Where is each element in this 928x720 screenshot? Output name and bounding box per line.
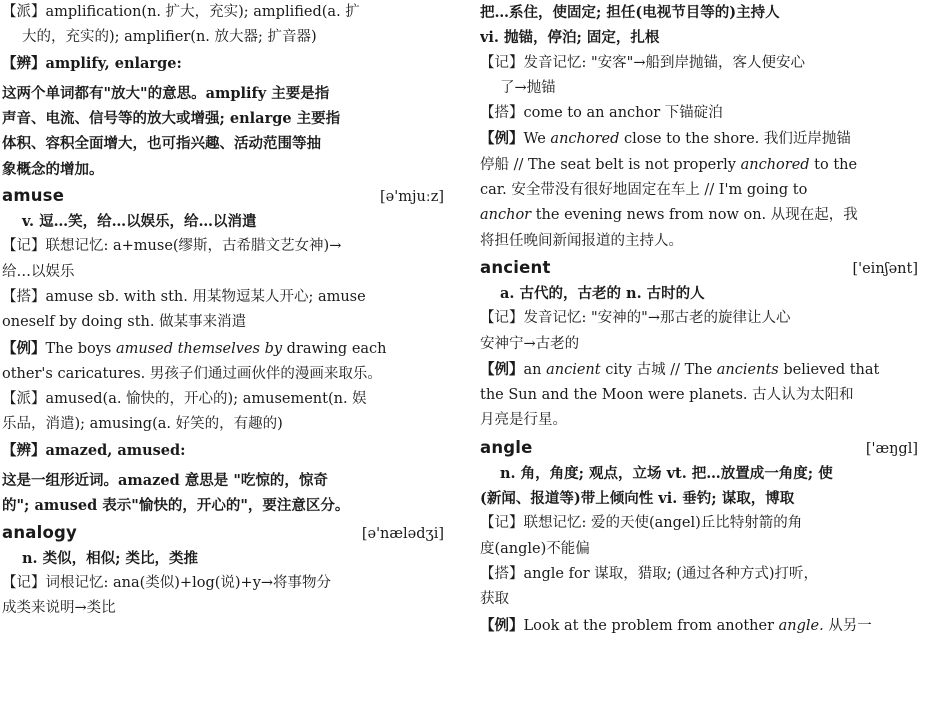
memory-tip-line: 【记】联想记忆: 爱的天使(angel)丘比特射箭的角 bbox=[480, 515, 803, 532]
example-line: anchor the evening news from now on. 从现在起，我 bbox=[480, 207, 858, 224]
entry-header-analogy bbox=[2, 519, 450, 546]
collocation-line: 【搭】come to an anchor 下锚碇泊 bbox=[480, 105, 723, 122]
amplify-derivatives-line-1: 【派】amplification(n. 扩大，充实); amplified(a. 扩 bbox=[2, 4, 360, 20]
phonetic: [ə'nælədʒi] bbox=[361, 525, 444, 542]
headword: analogy bbox=[2, 522, 77, 542]
distinction-note-line: 声音、电流、信号等的放大或增强; enlarge 主要指 bbox=[2, 110, 341, 128]
example-line: car. 安全带没有很好地固定在车上 // I'm going to bbox=[480, 182, 808, 199]
derivatives-line: 乐品，消遣); amusing(a. 好笑的，有趣的) bbox=[2, 416, 283, 433]
phonetic: ['æŋgl] bbox=[865, 440, 918, 457]
definition: a. 古代的，古老的 n. 古时的人 bbox=[500, 284, 705, 302]
example-tag: 【例】 bbox=[480, 360, 524, 378]
definition: v. 逗…笑，给…以娱乐，给…以消遣 bbox=[22, 213, 257, 231]
memory-tip-line: 【记】词根记忆: ana(类似)+log(说)+y→将事物分 bbox=[2, 574, 332, 591]
collocation-line: 【搭】amuse sb. with sth. 用某物逗某人开心; amuse bbox=[2, 288, 366, 305]
collocation-line: 获取 bbox=[480, 591, 509, 608]
headword: amuse bbox=[2, 186, 65, 206]
phonetic: [ə'mjuːz] bbox=[380, 189, 444, 206]
memory-tip-line: 【记】联想记忆: a+muse(缪斯，古希腊文艺女神)→ bbox=[2, 238, 342, 255]
entry-header-amuse bbox=[2, 182, 450, 209]
phonetic: ['einʃənt] bbox=[852, 260, 918, 277]
entry-header-ancient bbox=[480, 254, 924, 281]
distinction-note-line: 象概念的增加。 bbox=[2, 160, 104, 178]
definition-continued: vi. 抛锚，停泊; 固定，扎根 bbox=[480, 29, 660, 47]
derivatives-line: 【派】amused(a. 愉快的，开心的); amusement(n. 娱 bbox=[2, 391, 367, 408]
example-line: 月亮是行星。 bbox=[480, 412, 567, 429]
memory-tip-line: 成类来说明→类比 bbox=[2, 600, 116, 617]
example-line: 【例】We anchored close to the shore. 我们近岸抛锚 bbox=[480, 130, 851, 148]
distinction-note-line: 这两个单词都有"放大"的意思。amplify 主要是指 bbox=[2, 84, 330, 102]
entry-header-angle bbox=[480, 434, 924, 461]
distinction-tag: 【辨】 bbox=[2, 54, 46, 72]
example-tag: 【例】 bbox=[480, 130, 524, 148]
distinction-note-line: 的"; amused 表示"愉快的，开心的"，要注意区分。 bbox=[2, 497, 350, 515]
distinction-tag: 【辨】 bbox=[2, 441, 46, 459]
distinction-note-line: 这是一组形近词。amazed 意思是 "吃惊的，惊奇 bbox=[2, 472, 328, 490]
memory-tip-line: 了→抛锚 bbox=[500, 79, 556, 96]
definition: n. 角，角度; 观点，立场 vt. 把…放置成一角度; 使 bbox=[500, 464, 833, 482]
example-line: the Sun and the Moon were planets. 古人认为太阳和 bbox=[480, 387, 854, 404]
example-line: 将担任晚间新闻报道的主持人。 bbox=[480, 232, 683, 249]
distinction-note-line: 体积、容积全面增大，也可指兴趣、活动范围等抽 bbox=[2, 135, 321, 153]
example-line: 【例】an ancient city 古城 // The ancients believed that bbox=[480, 360, 880, 378]
left-column bbox=[2, 0, 450, 622]
definition: (新闻、报道等)带上倾向性 vi. 垂钓; 谋取，博取 bbox=[480, 490, 795, 508]
memory-tip-line: 度(angle)不能偏 bbox=[480, 540, 590, 557]
memory-tip-line: 安神宁→古老的 bbox=[480, 335, 580, 352]
distinction-words: amplify, enlarge: bbox=[45, 54, 182, 72]
example-tag: 【例】 bbox=[480, 616, 524, 634]
headword: ancient bbox=[480, 257, 551, 277]
amplify-derivatives-line-2: 大的，充实的); amplifier(n. 放大器; 扩音器) bbox=[22, 29, 317, 46]
headword: angle bbox=[480, 437, 533, 457]
amplify-distinction-heading bbox=[2, 51, 450, 77]
example-tag: 【例】 bbox=[2, 339, 46, 357]
distinction-words: amazed, amused: bbox=[45, 441, 186, 459]
memory-tip-line: 【记】发音记忆: "安客"→船到岸抛锚，客人便安心 bbox=[480, 54, 805, 71]
definition: n. 类似，相似; 类比，类推 bbox=[22, 549, 199, 567]
memory-tip-line: 【记】发音记忆: "安神的"→那古老的旋律让人心 bbox=[480, 310, 791, 327]
example-line: 【例】The boys amused themselves by drawing each bbox=[2, 339, 387, 357]
collocation-line: 【搭】angle for 谋取，猎取; (通过各种方式)打听， bbox=[480, 565, 819, 582]
example-line: 【例】Look at the problem from another angle. 从另一 bbox=[480, 616, 872, 634]
memory-tip-line: 给…以娱乐 bbox=[2, 263, 75, 280]
distinction-heading bbox=[2, 438, 450, 464]
collocation-line: oneself by doing sth. 做某事来消遣 bbox=[2, 314, 247, 331]
example-line: other's caricatures. 男孩子们通过画伙伴的漫画来取乐。 bbox=[2, 365, 382, 382]
right-column bbox=[480, 0, 924, 639]
example-line: 停船 // The seat belt is not properly anchored to the bbox=[480, 156, 858, 173]
definition-continued: 把…系住，使固定; 担任(电视节目等的)主持人 bbox=[480, 4, 780, 21]
